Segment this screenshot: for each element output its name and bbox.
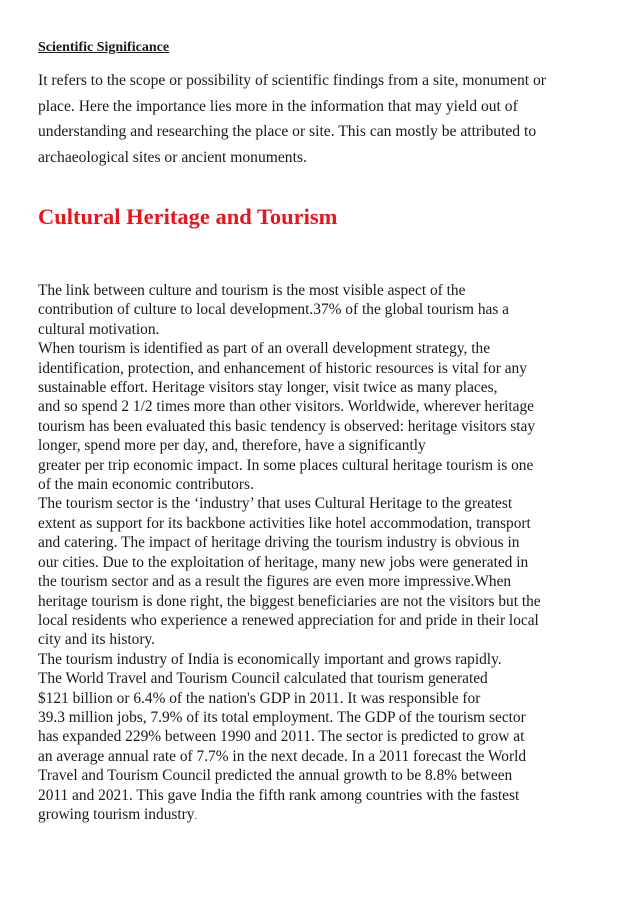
text-line: The tourism industry of India is economically important and grows rapidly. bbox=[38, 650, 502, 668]
text-line: the tourism sector and as a result the figures are even more impressive.When bbox=[38, 573, 512, 591]
scientific-significance-heading: Scientific Significance bbox=[38, 40, 170, 55]
text-line: our cities. Due to the exploitation of heritage, many new jobs were generated in bbox=[38, 553, 529, 571]
text-line: $121 billion or 6.4% of the nation's GDP in 2011. It was responsible for bbox=[38, 689, 481, 707]
text-line: extent as support for its backbone activities like hotel accommodation, transport bbox=[38, 514, 531, 532]
text-line: heritage tourism is done right, the biggest beneficiaries are not the visitors but the bbox=[38, 592, 541, 610]
text-line: and catering. The impact of heritage driving the tourism industry is obvious in bbox=[38, 534, 520, 552]
text-line: 2011 and 2021. This gave India the fifth rank among countries with the fastest bbox=[38, 786, 520, 804]
text-line: place. Here the importance lies more in the information that may yield out of bbox=[38, 97, 518, 115]
text-line: archaeological sites or ancient monuments. bbox=[38, 148, 307, 166]
last-line-text: growing tourism industry bbox=[38, 805, 195, 823]
body-paragraph bbox=[38, 281, 608, 826]
text-line: It refers to the scope or possibility of scientific findings from a site, monument or bbox=[38, 72, 546, 89]
text-line: contribution of culture to local development.37% of the global tourism has a bbox=[38, 301, 510, 319]
text-line: greater per trip economic impact. In some places cultural heritage tourism is one bbox=[38, 456, 534, 474]
text-line: 39.3 million jobs, 7.9% of its total employment. The GDP of the tourism sector bbox=[38, 708, 526, 726]
text-line: understanding and researching the place or site. This can mostly be attributed to bbox=[38, 123, 537, 140]
text-line: The link between culture and tourism is the most visible aspect of the bbox=[38, 282, 466, 299]
text-line: and so spend 2 1/2 times more than other visitors. Worldwide, wherever heritage bbox=[38, 398, 534, 416]
text-line: city and its history. bbox=[38, 631, 155, 649]
text-line: an average annual rate of 7.7% in the next decade. In a 2011 forecast the World bbox=[38, 747, 527, 765]
text-line: sustainable effort. Heritage visitors stay longer, visit twice as many places, bbox=[38, 379, 498, 397]
text-line: has expanded 229% between 1990 and 2011. The sector is predicted to grow at bbox=[38, 728, 525, 746]
text-line: identification, protection, and enhancement of historic resources is vital for any bbox=[38, 359, 527, 377]
text-line: cultural motivation. bbox=[38, 320, 160, 338]
text-line: The World Travel and Tourism Council calculated that tourism generated bbox=[38, 670, 488, 688]
section-title: Cultural Heritage and Tourism bbox=[38, 204, 338, 229]
intro-paragraph bbox=[38, 68, 608, 170]
text-line: The tourism sector is the ‘industry’ that uses Cultural Heritage to the greatest bbox=[38, 495, 513, 513]
last-line-period: . bbox=[194, 810, 197, 822]
text-line: local residents who experience a renewed appreciation for and pride in their local bbox=[38, 611, 539, 629]
last-text-line bbox=[38, 805, 608, 826]
text-line: tourism has been evaluated this basic tendency is observed: heritage visitors stay bbox=[38, 417, 536, 435]
text-line: When tourism is identified as part of an overall development strategy, the bbox=[38, 340, 491, 358]
text-line: longer, spend more per day, and, therefore, have a significantly bbox=[38, 437, 426, 455]
text-line: of the main economic contributors. bbox=[38, 476, 254, 494]
text-line: Travel and Tourism Council predicted the annual growth to be 8.8% between bbox=[38, 767, 513, 785]
